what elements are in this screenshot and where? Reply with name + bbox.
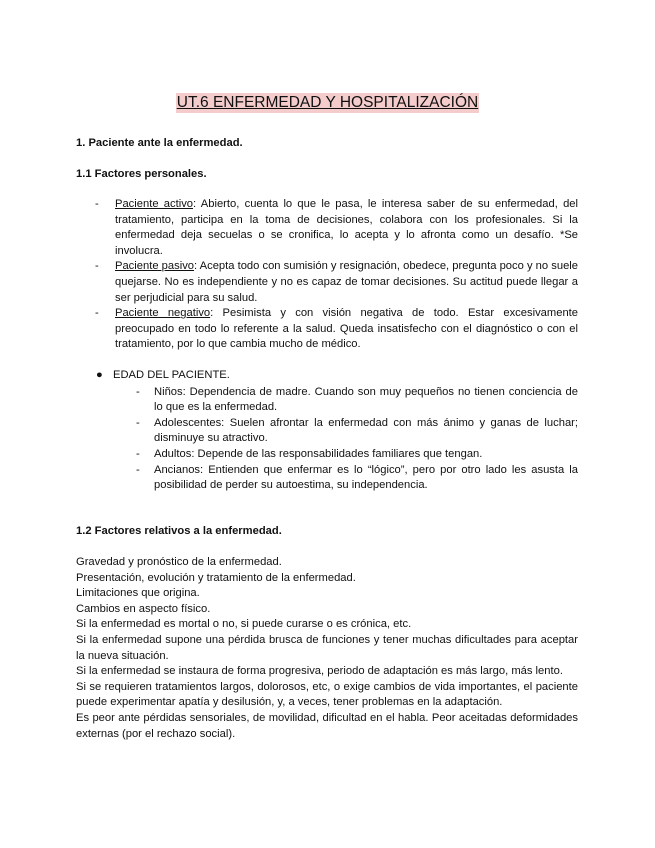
age-section: [96, 368, 578, 494]
paragraph-line: Es peor ante pérdidas sensoriales, de movilidad, dificultad en el habla. Peor aceitadas deformidades externas (por el rechazo social).: [76, 711, 578, 740]
patient-types-list: [92, 197, 578, 353]
disease-factors: [76, 555, 578, 742]
paragraph-line: Presentación, evolución y tratamiento de la enfermedad.: [76, 571, 356, 584]
list-item: [92, 306, 578, 353]
paragraph-line: Cambios en aspecto físico.: [76, 602, 211, 615]
patient-type-label: Paciente activo: [115, 198, 194, 210]
patient-type-label: Paciente pasivo: [115, 260, 195, 273]
list-item: - Adultos: Depende de las responsabilidades familiares que tengan.: [136, 447, 578, 463]
age-list: [96, 385, 578, 494]
title-wrap: [0, 93, 655, 113]
list-item: [92, 197, 578, 259]
paragraph-line: Si la enfermedad se instaura de forma progresiva, periodo de adaptación es más largo, más lento.: [76, 665, 563, 678]
section-1-1-heading: 1.1 Factores personales.: [76, 168, 207, 180]
list-item: - Adolescentes: Suelen afrontar la enfermedad con más ánimo y ganas de luchar; disminuye su atractivo.: [136, 416, 578, 447]
paragraph-line: Si la enfermedad supone una pérdida brusca de funciones y tener muchas dificultades para aceptar la nueva situación.: [76, 633, 578, 662]
age-heading: EDAD DEL PACIENTE.: [113, 369, 230, 381]
paragraph-line: Gravedad y pronóstico de la enfermedad.: [76, 556, 282, 568]
bullet-icon: ●: [96, 369, 103, 381]
document-title: UT.6 ENFERMEDAD Y HOSPITALIZACIÓN: [176, 94, 479, 111]
list-item: [92, 259, 578, 306]
patient-type-text: : Acepta todo con sumisión y resignación, obedece, pregunta poco y no suele quejarse. No es independiente y no es capaz de tomar decisiones. Su actitud puede llegar a ser perjudicial para su salud.: [115, 260, 578, 304]
patient-type-text: : Pesimista y con visión negativa de todo. Estar excesivamente preocupado en todo lo referente a la salud. Queda insatisfecho con el diagnóstico o con el tratamiento, por lo que cambia mucho de médico.: [115, 307, 578, 351]
section-1-2-heading: 1.2 Factores relativos a la enfermedad.: [76, 525, 282, 537]
patient-type-label: Paciente negativo: [115, 307, 211, 320]
list-item: - Niños: Dependencia de madre. Cuando son muy pequeños no tienen conciencia de lo que es la enfermedad.: [136, 385, 578, 416]
age-heading-line: [96, 368, 578, 384]
patient-type-text: : Abierto, cuenta lo que le pasa, le interesa saber de su enfermedad, del tratamiento, participa en la toma de decisiones, colabora con los profesionales. Si la enfermedad deja secuelas o se cronifica, lo acepta y lo afronta como un desafío. *Se involucra.: [115, 198, 578, 257]
section-1-heading: 1. Paciente ante la enfermedad.: [76, 137, 243, 149]
list-item: - Ancianos: Entienden que enfermar es lo “lógico”, pero por otro lado les asusta la posibilidad de perder su autoestima, su independencia.: [136, 463, 578, 494]
paragraph-line: Si la enfermedad es mortal o no, si puede curarse o es crónica, etc.: [76, 618, 412, 631]
paragraph-line: Si se requieren tratamientos largos, dolorosos, etc, o exige cambios de vida importantes, el paciente puede experimentar apatía y desilusión, y, a veces, tener problemas en la adaptación.: [76, 680, 578, 709]
paragraph-line: Limitaciones que origina.: [76, 587, 200, 600]
